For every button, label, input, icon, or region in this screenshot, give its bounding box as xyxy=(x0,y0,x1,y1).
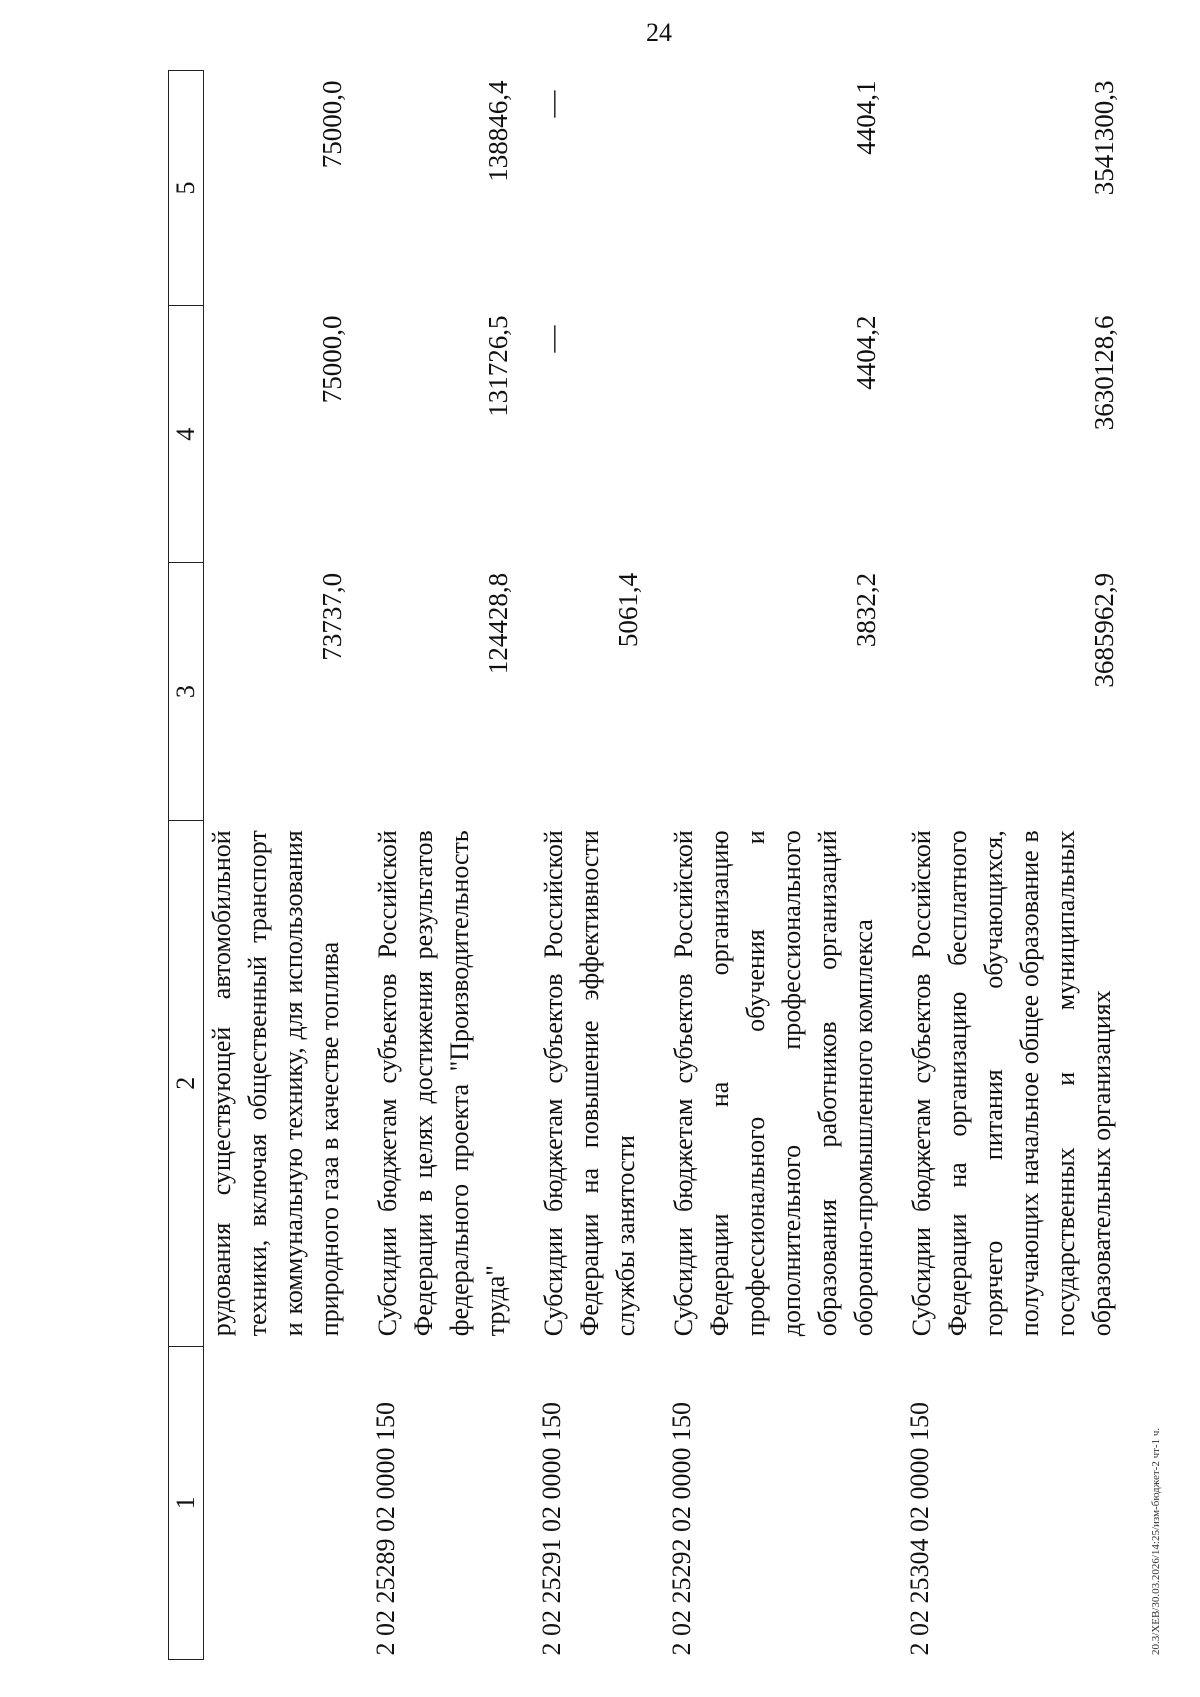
table-row xyxy=(644,71,882,1660)
row-value-col5: 138846,4 xyxy=(483,80,513,182)
table-row xyxy=(204,71,349,1660)
row-description: Субсидии бюджетам субъектов Российской Федерации на организацию профессионального обучения и дополнительного профессионального образования работников организаций оборонно-промышленного комплекса xyxy=(669,830,878,1337)
row-value-col5: 75000,0 xyxy=(317,80,347,169)
rotated-table-container xyxy=(168,70,1119,1660)
row-code: 2 02 25292 02 0000 150 xyxy=(667,1402,696,1656)
table-row xyxy=(348,71,514,1660)
row-value-col4: 75000,0 xyxy=(317,315,347,404)
row-code: 2 02 25291 02 0000 150 xyxy=(537,1402,566,1656)
row-value-col5: — xyxy=(537,90,567,118)
row-value-col3: 3685962,9 xyxy=(1089,572,1119,688)
row-description: Субсидии бюджетам субъектов Российской Федерации на повышение эффективности службы занятости xyxy=(539,830,640,1337)
column-header-4: 4 xyxy=(169,306,204,563)
row-code: 2 02 25289 02 0000 150 xyxy=(371,1402,400,1656)
row-value-col3: 3832,2 xyxy=(851,572,881,648)
row-value-col3: 73737,0 xyxy=(317,572,347,661)
table-header-row xyxy=(169,71,204,1660)
row-value-col3: 5061,4 xyxy=(613,572,643,648)
row-value-col4: 3630128,6 xyxy=(1089,315,1119,431)
row-value-col5: 4404,1 xyxy=(851,80,881,155)
column-header-3: 3 xyxy=(169,563,204,820)
row-value-col4: 4404,2 xyxy=(851,315,881,390)
row-description: Субсидии бюджетам субъектов Российской Федерации в целях достижения результатов федерального проекта "Производительность труда" xyxy=(373,830,510,1337)
budget-table xyxy=(168,70,1120,1660)
row-value-col5: 3541300,3 xyxy=(1089,80,1119,196)
column-header-2: 2 xyxy=(169,820,204,1346)
row-value-col4: 131726,5 xyxy=(483,315,513,417)
row-description: Субсидии бюджетам субъектов Российской Федерации на организацию бесплатного горячего питания обучающихся, получающих начальное общее образование в государственных и муниципальных образовательных организациях xyxy=(907,830,1116,1337)
page-number: 24 xyxy=(646,18,672,47)
table-row xyxy=(514,71,644,1660)
row-description: рудования существующей автомобильной техники, включая общественный транспорт и коммунальную технику, для использования природного газа в качестве топлива xyxy=(207,830,344,1337)
row-code: 2 02 25304 02 0000 150 xyxy=(905,1402,934,1656)
column-header-1: 1 xyxy=(169,1346,204,1659)
row-value-col4: — xyxy=(537,325,567,353)
row-code xyxy=(204,1346,349,1659)
column-header-5: 5 xyxy=(169,71,204,306)
document-footer-code: 20.3/ХЕВ/30.03.2026/14:25/изм-бюджет-2 чт-1 ч. xyxy=(1150,1427,1162,1655)
table-row xyxy=(882,71,1120,1660)
row-value-col3: 124428,8 xyxy=(483,572,513,675)
